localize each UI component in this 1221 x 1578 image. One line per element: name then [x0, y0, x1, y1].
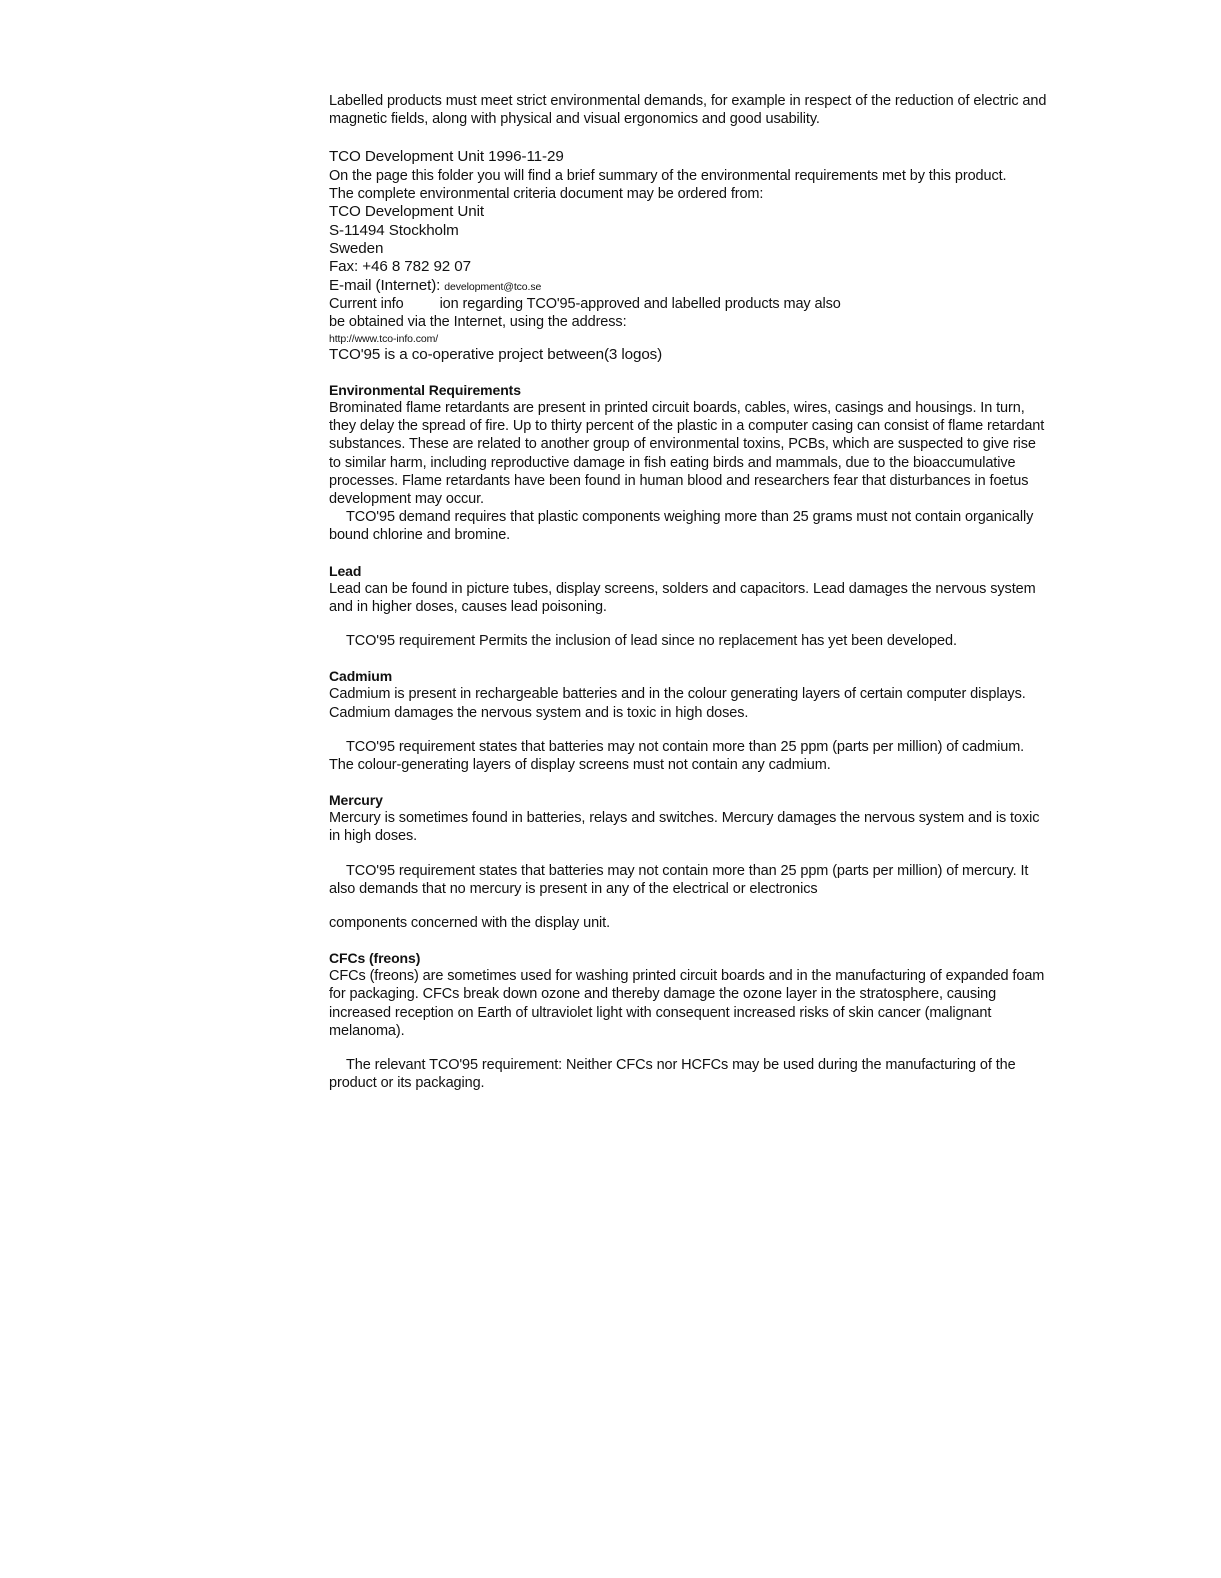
email-line — [329, 277, 1049, 295]
current-info-part-b: ion regarding TCO'95-approved and labelled products may also — [439, 296, 841, 313]
address-line-1: TCO Development Unit — [329, 203, 484, 221]
section-requirement: TCO'95 demand requires that plastic components weighing more than 25 grams must not contain organically bound chlorine and bromine. — [329, 509, 1038, 544]
section-heading: Environmental Requirements — [329, 382, 521, 399]
section-body: Brominated flame retardants are present in printed circuit boards, cables, wires, casings and housings. In turn, they delay the spread of fire. Up to thirty percent of the plastic in a computer casing can consist of flame retardant substances. These are related to another group of environmental toxins, PCBs, which are suspected to give rise to similar harm, including reproductive damage in fish eating birds and mammals, due to the bioaccumulative processes. Flame retardants have been found in human blood and researchers fear that disturbances in foetus development may occur. — [329, 400, 1049, 508]
current-info-line — [329, 295, 1049, 313]
section-body: Mercury is sometimes found in batteries, relays and switches. Mercury damages the nervous system and is toxic in high doses. — [329, 810, 1044, 845]
section-body: Lead can be found in picture tubes, display screens, solders and capacitors. Lead damages the nervous system and in higher doses, causes lead poisoning. — [329, 580, 1040, 615]
section-heading: CFCs (freons) — [329, 950, 421, 967]
email-value[interactable]: development@tco.se — [444, 280, 542, 293]
email-label: E-mail (Internet): — [329, 276, 441, 294]
section-environmental — [329, 382, 1049, 545]
section-body: CFCs (freons) are sometimes used for washing printed circuit boards and in the manufacturing of expanded foam for packaging. CFCs break down ozone and thereby damage the ozone layer in the stratosphere, causing increased reception on Earth of ultraviolet light with consequent increased risks of skin cancer (malignant melanoma). — [329, 968, 1049, 1039]
coop-line: TCO'95 is a co-operative project between(3 logos) — [329, 345, 663, 363]
section-requirement: The relevant TCO'95 requirement: Neither CFCs nor HCFCs may be used during the manufacturing of the product or its packaging. — [329, 1056, 1020, 1092]
tco-info-block — [329, 148, 1049, 364]
intro-paragraph: Labelled products must meet strict environmental demands, for example in respect of the reduction of electric and magnetic fields, along with physical and visual ergonomics and good usability. — [329, 93, 1051, 128]
order-line: The complete environmental criteria document may be ordered from: — [329, 186, 764, 203]
section-heading: Lead — [329, 562, 362, 579]
section-requirement-continued: components concerned with the display unit. — [329, 914, 611, 931]
section-requirement: TCO'95 requirement states that batteries may not contain more than 25 ppm (parts per million) of cadmium. The colour-generating layers of display screens must not contain any cadmium. — [329, 738, 1028, 773]
url-link[interactable]: http://www.tco-info.com/ — [329, 332, 439, 345]
tco-header: TCO Development Unit 1996-11-29 — [329, 148, 564, 166]
address-line-2: S-11494 Stockholm — [329, 221, 459, 239]
section-heading: Mercury — [329, 792, 383, 809]
section-requirement: TCO'95 requirement states that batteries may not contain more than 25 ppm (parts per million) of mercury. It also demands that no mercury is present in any of the electrical or electronics — [329, 862, 1033, 897]
section-body: Cadmium is present in rechargeable batteries and in the colour generating layers of certain computer displays. Cadmium damages the nervous system and is toxic in high doses. — [329, 686, 1030, 721]
section-cfcs — [329, 950, 1049, 1092]
section-cadmium — [329, 668, 1049, 774]
section-heading: Cadmium — [329, 668, 393, 685]
section-mercury — [329, 792, 1049, 932]
current-info-part-a: Current info — [329, 296, 404, 313]
summary-text: On the page this folder you will find a brief summary of the environmental requirements met by this product. — [329, 167, 1007, 184]
section-lead — [329, 563, 1049, 651]
section-requirement: TCO'95 requirement Permits the inclusion of lead since no replacement has yet been developed. — [346, 633, 957, 650]
address-line-3: Sweden — [329, 240, 384, 258]
document-page — [329, 92, 1049, 1092]
fax-line: Fax: +46 8 782 92 07 — [329, 258, 471, 276]
current-info-line-2: be obtained via the Internet, using the address: — [329, 314, 627, 331]
